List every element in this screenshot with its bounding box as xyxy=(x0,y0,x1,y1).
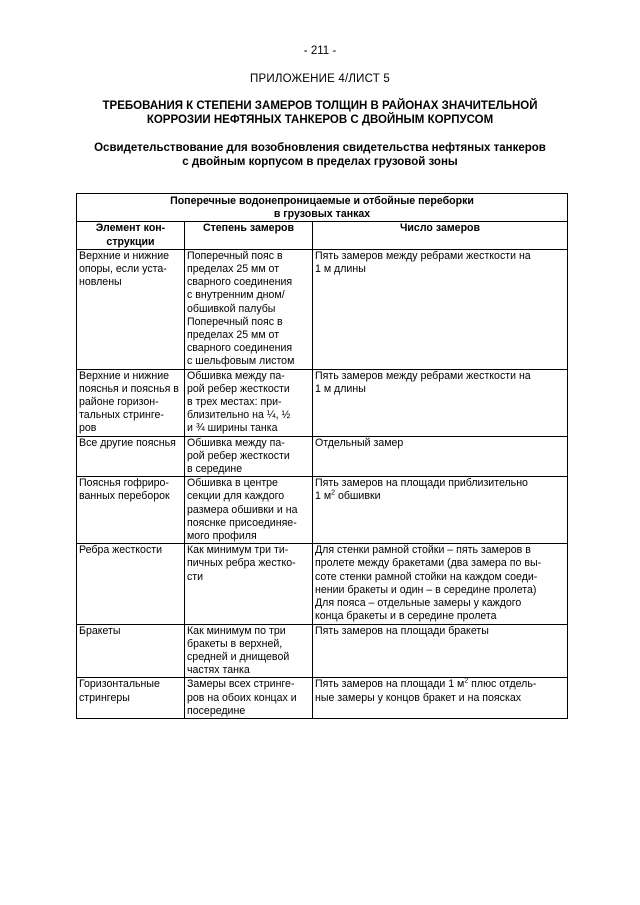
cell-extent xyxy=(185,249,313,369)
cell-count xyxy=(313,249,568,369)
title-line: КОРРОЗИИ НЕФТЯНЫХ ТАНКЕРОВ С ДВОЙНЫМ КОРПУСОМ xyxy=(146,114,494,126)
cell-line: стрингеры xyxy=(79,691,130,704)
cell-extent xyxy=(185,624,313,678)
cell-line: сварного соединения xyxy=(187,276,293,289)
cell-line: секции для каждого xyxy=(187,490,285,503)
header-line: Степень замеров xyxy=(202,222,295,235)
cell-line: посередине xyxy=(187,704,246,717)
cell-count xyxy=(313,477,568,544)
cell-line: ные замеры у концов бракет и на поясках xyxy=(315,691,522,704)
cell-line: с внутренним дном/ xyxy=(187,289,285,302)
table-body xyxy=(77,249,568,718)
cell-line: размера обшивки и на xyxy=(187,503,298,516)
table-row xyxy=(77,624,568,678)
cell-extent xyxy=(185,436,313,477)
cell-extent xyxy=(185,369,313,436)
column-header-element xyxy=(77,222,185,249)
cell-count xyxy=(313,544,568,624)
cell-line: с шельфовым листом xyxy=(187,355,295,368)
appendix-label: ПРИЛОЖЕНИЕ 4/ЛИСТ 5 xyxy=(250,73,390,85)
cell-line: пояснке присоединяе- xyxy=(187,516,297,529)
cell-extent xyxy=(185,544,313,624)
cell-line: частях танка xyxy=(187,664,250,677)
cell-line: Пять замеров между ребрами жесткости на xyxy=(315,369,531,382)
cell-line: Как минимум по три xyxy=(187,624,286,637)
cell-line: в середине xyxy=(187,463,243,476)
cell-count xyxy=(313,369,568,436)
table-row xyxy=(77,477,568,544)
cell-line: Верхние и нижние xyxy=(79,369,170,382)
cell-line: 1 $м^2$ обшивки xyxy=(315,489,381,503)
cell-element xyxy=(77,477,185,544)
cell-element xyxy=(77,436,185,477)
cell-line: пределах 25 мм от xyxy=(187,329,280,342)
cell-line: Как минимум три ти- xyxy=(187,544,289,557)
cell-line: средней и днищевой xyxy=(187,650,290,663)
cell-line: Обшивка в центре xyxy=(187,477,278,490)
cell-line: ров xyxy=(79,422,97,435)
cell-line: 1 м длины xyxy=(315,263,366,276)
cell-element xyxy=(77,249,185,369)
header-line: струкции xyxy=(106,235,155,248)
cell-line: Обшивка между па- xyxy=(187,369,285,382)
cell-line: Пять замеров на площади 1 $м^2$ плюс отдель- xyxy=(315,677,537,691)
cell-line: соте стенки рамной стойки на каждом соеди- xyxy=(315,570,538,583)
cell-line: мого профиля xyxy=(187,530,257,543)
cell-line: рой ребер жесткости xyxy=(187,382,290,395)
cell-line: опоры, если уста- xyxy=(79,263,167,276)
table-row xyxy=(77,678,568,719)
cell-element xyxy=(77,678,185,719)
superscript: 2 xyxy=(331,489,336,497)
table-row xyxy=(77,369,568,436)
table-row xyxy=(77,544,568,624)
cell-line: ванных переборок xyxy=(79,490,170,503)
column-header-count xyxy=(313,222,568,249)
cell-line: рой ребер жесткости xyxy=(187,449,290,462)
cell-line: Пояснья гофриро- xyxy=(79,477,169,490)
cell-element xyxy=(77,369,185,436)
cell-line: Поперечный пояс в xyxy=(187,315,283,328)
cell-line: Все другие пояснья xyxy=(79,436,176,449)
header-line: Число замеров xyxy=(399,222,481,235)
cell-line: ров на обоих концах и xyxy=(187,691,297,704)
cell-line: нении бракеты и один – в середине пролета) xyxy=(315,583,537,596)
table-row xyxy=(77,436,568,477)
cell-line: близительно на ¼, ½ xyxy=(187,409,291,422)
cell-line: бракеты в верхней, xyxy=(187,637,283,650)
cell-line: Замеры всех стринге- xyxy=(187,678,295,691)
cell-line: Отдельный замер xyxy=(315,436,404,449)
document-title xyxy=(70,99,570,127)
document-subtitle xyxy=(70,141,570,169)
cell-line: сти xyxy=(187,570,204,583)
section-header-line: в грузовых танках xyxy=(273,208,371,221)
header-line: Элемент кон- xyxy=(95,222,166,235)
cell-line: тальных стринге- xyxy=(79,409,164,422)
cell-line: конца бракеты и в середине пролета xyxy=(315,610,497,623)
cell-line: пичных ребра жестко- xyxy=(187,557,296,570)
subtitle-line: Освидетельствование для возобновления свидетельства нефтяных танкеров xyxy=(94,142,546,154)
cell-extent xyxy=(185,678,313,719)
cell-line: 1 м длины xyxy=(315,382,366,395)
cell-element xyxy=(77,544,185,624)
cell-line: пределах 25 мм от xyxy=(187,263,280,276)
title-line: ТРЕБОВАНИЯ К СТЕПЕНИ ЗАМЕРОВ ТОЛЩИН В РАЙОНАХ ЗНАЧИТЕЛЬНОЙ xyxy=(102,100,538,112)
cell-line: Бракеты xyxy=(79,624,121,637)
cell-line: Ребра жесткости xyxy=(79,544,163,557)
cell-element xyxy=(77,624,185,678)
section-header xyxy=(77,194,568,222)
cell-line: пояснья и пояснья в xyxy=(79,382,179,395)
page-number: - 211 - xyxy=(303,45,337,57)
cell-line: в трех местах: при- xyxy=(187,396,282,409)
cell-count xyxy=(313,678,568,719)
cell-line: сварного соединения xyxy=(187,342,293,355)
cell-line: Для стенки рамной стойки – пять замеров в xyxy=(315,544,531,557)
cell-line: и ¾ ширины танка xyxy=(187,422,278,435)
column-header-extent xyxy=(185,222,313,249)
cell-line: новлены xyxy=(79,276,122,289)
cell-line: Поперечный пояс в xyxy=(187,249,283,262)
cell-line: обшивкой палубы xyxy=(187,302,276,315)
cell-count xyxy=(313,624,568,678)
cell-line: Пять замеров на площади приблизительно xyxy=(315,477,528,490)
section-header-line: Поперечные водонепроницаемые и отбойные переборки xyxy=(170,195,474,207)
cell-line: пролете между бракетами (два замера по вы- xyxy=(315,557,542,570)
subtitle-line: с двойным корпусом в пределах грузовой зоны xyxy=(182,156,458,168)
cell-line: Обшивка между па- xyxy=(187,436,285,449)
cell-line: Верхние и нижние xyxy=(79,249,170,262)
cell-line: Горизонтальные xyxy=(79,678,160,691)
cell-extent xyxy=(185,477,313,544)
cell-line: Пять замеров на площади бракеты xyxy=(315,624,489,637)
superscript: 2 xyxy=(464,677,469,685)
table-row xyxy=(77,249,568,369)
measurement-table xyxy=(76,193,568,719)
cell-line: районе горизон- xyxy=(79,396,159,409)
cell-count xyxy=(313,436,568,477)
cell-line: Пять замеров между ребрами жесткости на xyxy=(315,249,531,262)
cell-line: Для пояса – отдельные замеры у каждого xyxy=(315,597,522,610)
